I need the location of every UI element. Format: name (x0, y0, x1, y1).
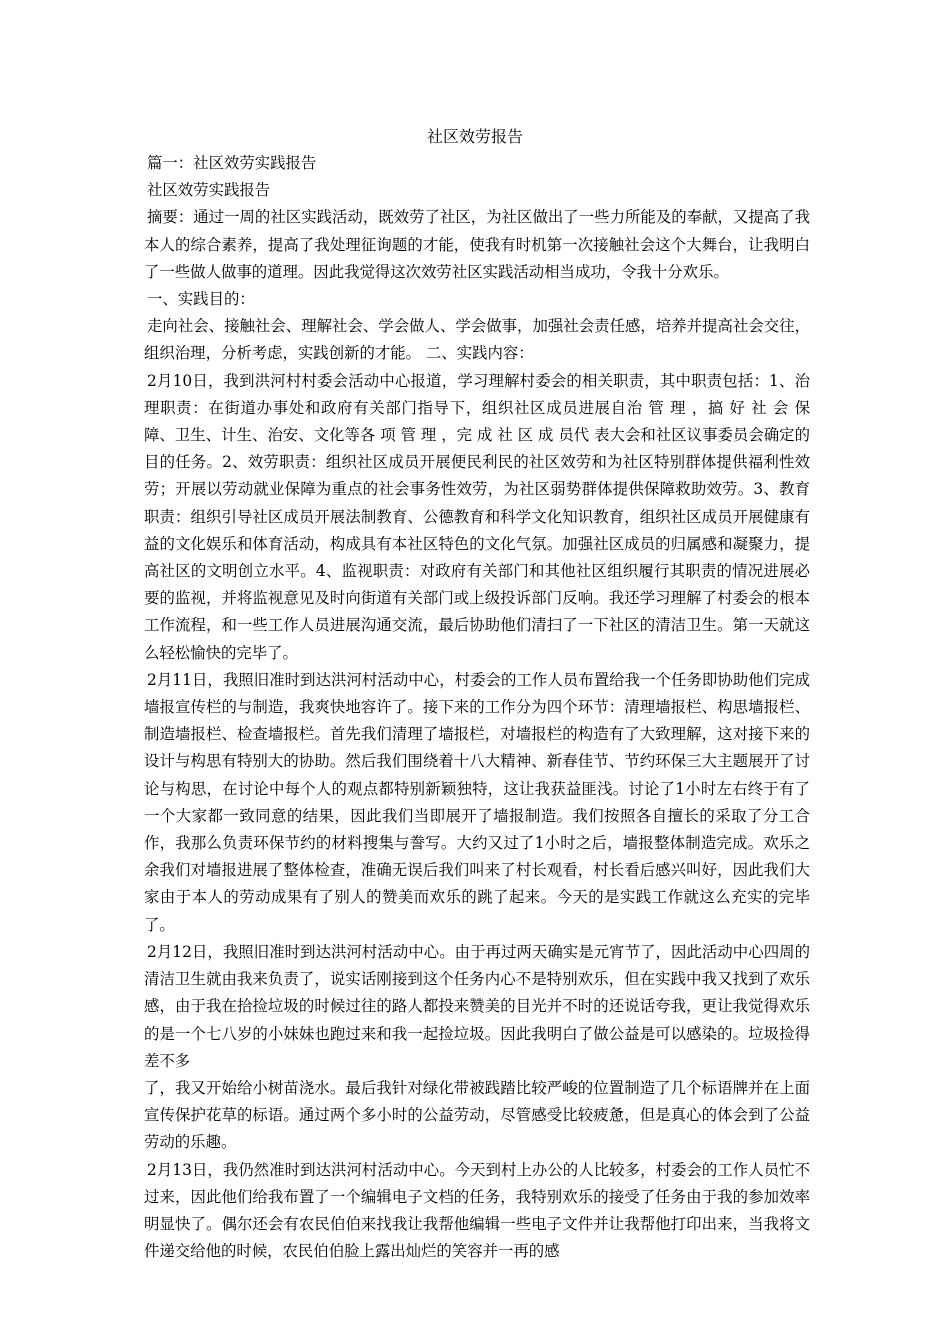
day-feb12-paragraph: 2月12日，我照旧准时到达洪河村活动中心。由于再过两天确实是元宵节了，因此活动中心四周的清洁卫生就由我来负责了，说实话刚接到这个任务内心不是特别欢乐，但在实践中我又找到了欢乐感，由于我在拾捡垃圾的时候过往的路人都投来赞美的目光并不时的还说话夸我，更让我觉得欢乐的是一个七八岁的小妹妹也跑过来和我一起捡垃圾。因此我明白了做公益是可以感染的。垃圾捡得差不多 (144, 942, 810, 1070)
day-feb13-paragraph: 2月13日，我仍然准时到达洪河村活动中心。今天到村上办公的人比较多，村委会的工作人员忙不过来，因此他们给我布置了一个编辑电子文档的任务，我特别欢乐的接受了任务由于我的参加效率明显快了。偶尔还会有农民伯伯来找我让我帮他编辑一些电子文件并让我帮他打印出来，当我将文件递交给他的时候，农民伯伯脸上露出灿烂的笑容并一再的感 (144, 1160, 810, 1261)
day-feb12-continued-paragraph: 了，我又开始给小树苗浇水。最后我针对绿化带被践踏比较严峻的位置制造了几个标语牌并在上面宣传保护花草的标语。通过两个多小时的公益劳动，尽管感受比较疲惫，但是真心的体会到了公益劳动的乐趣。 (144, 1078, 810, 1152)
report-subtitle: 社区效劳实践报告 (147, 181, 271, 200)
day-feb10-paragraph: 2月10日，我到洪河村村委会活动中心报道，学习理解村委会的相关职责，其中职责包括：1、治理职责：在街道办事处和政府有关部门指导下，组织社区成员进展自治 管 理 ，搞 好 社 会 保 障、卫生、计生、治安、文化等各 项 管 理 ，完 成 社 区 成 员代 表大会和社区议事委员会确定的目的任务。2、效劳职责：组织社区成员开展便民利民的社区效劳和为社区特别群体提供福利性效劳；开展以劳动就业保障为重点的社会事务性效劳，为社区弱势群体提供保障救助效劳。3、教育职责：组织引导社区成员开展法制教育、公德教育和科学文化知识教育，组织社区成员开展健康有益的文化娱乐和体育活动，构成具有本社区特色的文化气氛。加强社区成员的归属感和凝聚力，提高社区的文明创立水平。4、监视职责：对政府有关部门和其他社区组织履行其职责的情况进展必要的监视，并将监视意见及时向街道有关部门或上级投诉部门反响。我还学习理解了村委会的根本工作流程，和一些工作人员进展沟通交流，最后协助他们清扫了一下社区的清洁卫生。第一天就这么轻松愉快的完毕了。 (144, 371, 810, 662)
purpose-paragraph: 走向社会、接触社会、理解社会、学会做人、学会做事，加强社会责任感，培养并提高社会交往，组织治理，分析考虑，实践创新的才能。 二、实践内容： (144, 317, 810, 363)
document-body (144, 150, 810, 1265)
section-heading: 篇一：社区效劳实践报告 (147, 154, 317, 172)
day-feb11-paragraph: 2月11日，我照旧准时到达洪河村活动中心，村委会的工作人员布置给我一个任务即协助他们完成墙报宣传栏的与制造，我爽快地容许了。接下来的工作分为四个环节：清理墙报栏、构思墙报栏、制造墙报栏、检查墙报栏。首先我们清理了墙报栏，对墙报栏的构造有了大致理解，这对接下来的设计与构思有特别大的协助。然后我们围绕着十八大精神、新春佳节、节约环保三大主题展开了讨论与构思，在讨论中每个人的观点都特别新颖独特，这让我获益匪浅。讨论了1小时左右终于有了一个大家都一致同意的结果，因此我们当即展开了墙报制造。我们按照各自擅长的采取了分工合作，我那么负责环保节约的材料搜集与誊写。大约又过了1小时之后，墙报整体制造完成。欢乐之余我们对墙报进展了整体检查，准确无误后我们叫来了村长观看，村长看后感兴叫好，因此我们大家由于本人的劳动成果有了别人的赞美而欢乐的跳了起来。今天的是实践工作就这么充实的完毕了。 (144, 670, 810, 934)
purpose-heading: 一、实践目的： (147, 290, 255, 309)
document-title: 社区效劳报告 (426, 127, 523, 146)
abstract-paragraph: 摘要：通过一周的社区实践活动，既效劳了社区，为社区做出了一些力所能及的奉献，又提高了我本人的综合素养，提高了我处理征询题的才能，使我有时机第一次接触社会这个大舞台，让我明白了一些做人做事的道理。因此我觉得这次效劳社区实践活动相当成功，令我十分欢乐。 (144, 208, 810, 281)
